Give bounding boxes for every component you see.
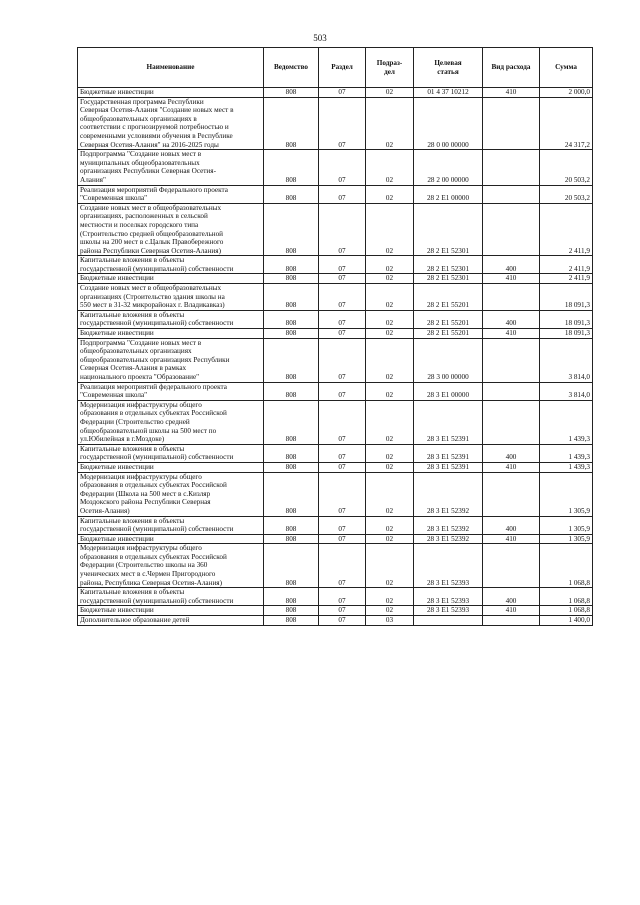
cell-podrazdel: 02 [366, 150, 414, 185]
cell-razdel: 07 [319, 256, 366, 274]
cell-name: Дополнительное образование детей [78, 616, 264, 626]
cell-vid: 400 [483, 588, 540, 606]
table-header-row [78, 48, 593, 88]
cell-ved: 808 [264, 462, 319, 472]
table-row [78, 97, 593, 150]
cell-vid [483, 382, 540, 400]
table-row [78, 256, 593, 274]
cell-vid [483, 472, 540, 516]
cell-podrazdel: 02 [366, 88, 414, 98]
cell-vid: 400 [483, 310, 540, 328]
cell-name: Модернизация инфраструктуры общего образования в отдельных субъектах Российской Федерации (Строительство средней общеобразовательной школы на 500 мест по ул.Юбилейная в г.Моздоке) [78, 400, 264, 444]
cell-ved: 808 [264, 472, 319, 516]
cell-celevaya: 28 2 00 00000 [414, 150, 483, 185]
cell-vid: 410 [483, 274, 540, 284]
cell-ved: 808 [264, 338, 319, 382]
cell-summa: 1 068,8 [540, 606, 593, 616]
cell-name: Государственная программа Республики Северная Осетия-Алания "Создание новых мест в общеобразовательных организациях в соответствии с прогнозируемой потребностью и современными условиями обучения в Республике Северная Осетия-Алания" на 2016-2025 годы [78, 97, 264, 150]
cell-summa: 20 503,2 [540, 185, 593, 203]
cell-celevaya: 28 3 E1 52391 [414, 462, 483, 472]
cell-razdel: 07 [319, 606, 366, 616]
cell-celevaya: 28 3 E1 52393 [414, 588, 483, 606]
cell-name: Бюджетные инвестиции [78, 606, 264, 616]
cell-razdel: 07 [319, 88, 366, 98]
cell-podrazdel: 02 [366, 400, 414, 444]
cell-summa: 18 091,3 [540, 310, 593, 328]
header-celevaya: Целевая статья [414, 48, 483, 88]
table-row [78, 444, 593, 462]
cell-vid: 410 [483, 88, 540, 98]
cell-celevaya: 28 3 E1 52392 [414, 516, 483, 534]
cell-summa: 2 411,9 [540, 203, 593, 256]
table-row [78, 185, 593, 203]
cell-razdel: 07 [319, 310, 366, 328]
cell-razdel: 07 [319, 150, 366, 185]
cell-summa: 1 439,3 [540, 400, 593, 444]
cell-vid [483, 400, 540, 444]
table-row [78, 544, 593, 588]
cell-vid: 410 [483, 329, 540, 339]
cell-ved: 808 [264, 534, 319, 544]
cell-podrazdel: 02 [366, 97, 414, 150]
cell-vid: 410 [483, 606, 540, 616]
cell-podrazdel: 02 [366, 256, 414, 274]
cell-vid: 400 [483, 516, 540, 534]
table-row [78, 329, 593, 339]
cell-summa: 1 400,0 [540, 616, 593, 626]
cell-vid: 410 [483, 534, 540, 544]
table-row [78, 616, 593, 626]
cell-vid [483, 338, 540, 382]
cell-summa: 2 411,9 [540, 274, 593, 284]
cell-razdel: 07 [319, 616, 366, 626]
table-row [78, 516, 593, 534]
table-body [78, 88, 593, 626]
cell-celevaya: 28 0 00 00000 [414, 97, 483, 150]
cell-razdel: 07 [319, 516, 366, 534]
cell-vid [483, 97, 540, 150]
cell-summa: 20 503,2 [540, 150, 593, 185]
cell-razdel: 07 [319, 185, 366, 203]
cell-name: Бюджетные инвестиции [78, 88, 264, 98]
cell-summa: 24 317,2 [540, 97, 593, 150]
cell-celevaya: 28 3 E1 52392 [414, 534, 483, 544]
cell-name: Бюджетные инвестиции [78, 462, 264, 472]
cell-celevaya: 28 3 E1 52391 [414, 444, 483, 462]
header-podrazdel: Подраз- дел [366, 48, 414, 88]
cell-name: Создание новых мест в общеобразовательных организациях (Строительство здания школы на 550 мест в 31-32 микрорайонах г. Владикавказ) [78, 284, 264, 311]
cell-podrazdel: 02 [366, 338, 414, 382]
cell-name: Модернизация инфраструктуры общего образования в отдельных субъектах Российской Федерации (Школа на 500 мест в с.Кизляр Моздокского района Республики Северная Осетия-Алания) [78, 472, 264, 516]
cell-podrazdel: 02 [366, 382, 414, 400]
cell-ved: 808 [264, 203, 319, 256]
cell-razdel: 07 [319, 588, 366, 606]
cell-razdel: 07 [319, 544, 366, 588]
table-row [78, 534, 593, 544]
cell-summa: 1 439,3 [540, 444, 593, 462]
cell-name: Модернизация инфраструктуры общего образования в отдельных субъектах Российской Федерации (Строительство школы на 360 ученических мест в с.Чермен Пригородного района, Республика Северная Осетия-Алания) [78, 544, 264, 588]
cell-vid [483, 185, 540, 203]
cell-name: Реализация мероприятий Федерального проекта "Современная школа" [78, 185, 264, 203]
cell-razdel: 07 [319, 284, 366, 311]
cell-celevaya: 28 2 E1 55201 [414, 329, 483, 339]
cell-ved: 808 [264, 400, 319, 444]
page-number: 503 [313, 33, 327, 43]
cell-razdel: 07 [319, 274, 366, 284]
table-row [78, 382, 593, 400]
cell-razdel: 07 [319, 203, 366, 256]
cell-celevaya: 28 2 E1 52301 [414, 274, 483, 284]
cell-podrazdel: 02 [366, 516, 414, 534]
cell-ved: 808 [264, 310, 319, 328]
cell-podrazdel: 02 [366, 544, 414, 588]
cell-summa: 1 305,9 [540, 534, 593, 544]
cell-summa: 2 411,9 [540, 256, 593, 274]
table-row [78, 203, 593, 256]
cell-celevaya: 28 3 00 00000 [414, 338, 483, 382]
cell-summa: 2 000,0 [540, 88, 593, 98]
cell-razdel: 07 [319, 338, 366, 382]
cell-vid [483, 284, 540, 311]
cell-ved: 808 [264, 256, 319, 274]
cell-summa: 3 814,0 [540, 382, 593, 400]
cell-celevaya: 28 3 E1 52393 [414, 606, 483, 616]
cell-razdel: 07 [319, 382, 366, 400]
cell-ved: 808 [264, 284, 319, 311]
cell-summa: 1 305,9 [540, 516, 593, 534]
cell-summa: 1 068,8 [540, 544, 593, 588]
cell-name: Капитальные вложения в объекты государственной (муниципальной) собственности [78, 444, 264, 462]
cell-podrazdel: 02 [366, 329, 414, 339]
cell-ved: 808 [264, 329, 319, 339]
cell-podrazdel: 02 [366, 284, 414, 311]
table-row [78, 588, 593, 606]
cell-razdel: 07 [319, 472, 366, 516]
cell-name: Реализация мероприятий федерального проекта "Современная школа" [78, 382, 264, 400]
cell-vid [483, 544, 540, 588]
cell-razdel: 07 [319, 534, 366, 544]
cell-celevaya: 28 2 E1 55201 [414, 284, 483, 311]
cell-podrazdel: 02 [366, 203, 414, 256]
cell-name: Капитальные вложения в объекты государственной (муниципальной) собственности [78, 310, 264, 328]
cell-vid [483, 616, 540, 626]
cell-summa: 18 091,3 [540, 329, 593, 339]
cell-ved: 808 [264, 544, 319, 588]
cell-ved: 808 [264, 274, 319, 284]
cell-celevaya: 28 2 E1 00000 [414, 185, 483, 203]
cell-celevaya: 28 2 E1 55201 [414, 310, 483, 328]
cell-podrazdel: 02 [366, 606, 414, 616]
cell-ved: 808 [264, 97, 319, 150]
table-row [78, 462, 593, 472]
table-row [78, 400, 593, 444]
cell-celevaya: 28 3 E1 52392 [414, 472, 483, 516]
header-razdel: Раздел [319, 48, 366, 88]
cell-summa: 1 305,9 [540, 472, 593, 516]
header-summa: Сумма [540, 48, 593, 88]
table-row [78, 150, 593, 185]
table-row [78, 88, 593, 98]
cell-podrazdel: 02 [366, 462, 414, 472]
cell-name: Капитальные вложения в объекты государственной (муниципальной) собственности [78, 256, 264, 274]
table-row [78, 310, 593, 328]
cell-celevaya: 28 3 E1 52391 [414, 400, 483, 444]
cell-summa: 1 439,3 [540, 462, 593, 472]
cell-razdel: 07 [319, 97, 366, 150]
cell-podrazdel: 02 [366, 185, 414, 203]
cell-name: Капитальные вложения в объекты государственной (муниципальной) собственности [78, 516, 264, 534]
cell-razdel: 07 [319, 329, 366, 339]
cell-razdel: 07 [319, 400, 366, 444]
cell-podrazdel: 02 [366, 588, 414, 606]
cell-name: Подпрограмма "Создание новых мест в муниципальных общеобразовательных организациях Республики Северная Осетия- Алания" [78, 150, 264, 185]
cell-ved: 808 [264, 150, 319, 185]
cell-podrazdel: 02 [366, 534, 414, 544]
cell-podrazdel: 02 [366, 274, 414, 284]
cell-podrazdel: 02 [366, 472, 414, 516]
cell-podrazdel: 02 [366, 310, 414, 328]
cell-celevaya: 28 3 E1 00000 [414, 382, 483, 400]
cell-celevaya: 28 2 E1 52301 [414, 256, 483, 274]
cell-name: Капитальные вложения в объекты государственной (муниципальной) собственности [78, 588, 264, 606]
cell-ved: 808 [264, 516, 319, 534]
table-row [78, 472, 593, 516]
cell-razdel: 07 [319, 462, 366, 472]
cell-celevaya: 01 4 37 10212 [414, 88, 483, 98]
cell-summa: 1 068,8 [540, 588, 593, 606]
table-row [78, 338, 593, 382]
cell-name: Бюджетные инвестиции [78, 329, 264, 339]
budget-table [77, 47, 593, 626]
cell-summa: 3 814,0 [540, 338, 593, 382]
cell-ved: 808 [264, 88, 319, 98]
header-ved: Ведомство [264, 48, 319, 88]
cell-name: Создание новых мест в общеобразовательных организациях, расположенных в сельской местности и поселках городского типа (Строительство средней общеобразовательной школы на 200 мест в с.Цалык Правобережного района Республики Северная Осетия-Алания) [78, 203, 264, 256]
cell-podrazdel: 02 [366, 444, 414, 462]
header-name: Наименование [78, 48, 264, 88]
cell-ved: 808 [264, 382, 319, 400]
cell-celevaya: 28 2 E1 52301 [414, 203, 483, 256]
cell-name: Подпрограмма "Создание новых мест в общеобразовательных организациях общеобразовательных организациях Республики Северная Осетия-Алания в рамках национального проекта "Образование" [78, 338, 264, 382]
header-vid: Вид расхода [483, 48, 540, 88]
cell-vid [483, 203, 540, 256]
cell-podrazdel: 03 [366, 616, 414, 626]
cell-ved: 808 [264, 185, 319, 203]
cell-celevaya [414, 616, 483, 626]
cell-vid: 400 [483, 256, 540, 274]
cell-razdel: 07 [319, 444, 366, 462]
cell-ved: 808 [264, 444, 319, 462]
cell-ved: 808 [264, 588, 319, 606]
table-row [78, 284, 593, 311]
table-row [78, 274, 593, 284]
cell-celevaya: 28 3 E1 52393 [414, 544, 483, 588]
cell-name: Бюджетные инвестиции [78, 534, 264, 544]
cell-name: Бюджетные инвестиции [78, 274, 264, 284]
cell-ved: 808 [264, 606, 319, 616]
cell-ved: 808 [264, 616, 319, 626]
table-row [78, 606, 593, 616]
cell-summa: 18 091,3 [540, 284, 593, 311]
cell-vid: 400 [483, 444, 540, 462]
cell-vid [483, 150, 540, 185]
cell-vid: 410 [483, 462, 540, 472]
